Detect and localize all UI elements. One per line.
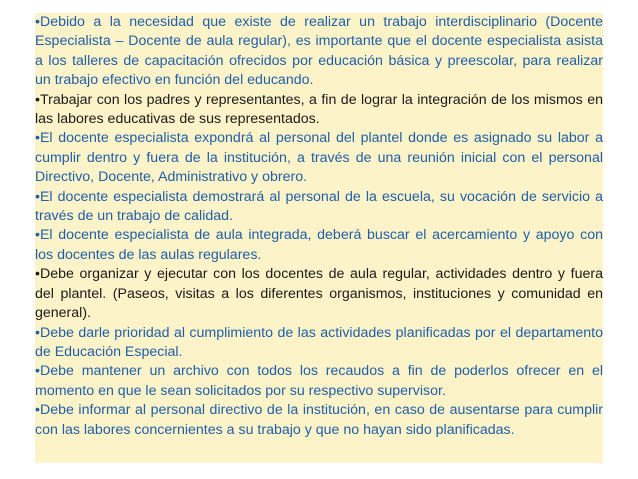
bullet-informar-ausencia: •Debe informar al personal directivo de la institución, en caso de ausentarse para cumplir con las labores concernientes a su trabajo y que no hayan sido planificadas.: [35, 402, 603, 438]
bullet-capacitacion: •Debido a la necesidad que existe de realizar un trabajo interdisciplinario (Docente Especialista – Docente de aula regular), es importante que el docente especialista asista a los talleres de capacitación ofrecidos por educación básica y preescolar, para realizar un trabajo efectivo en función del educando.: [35, 14, 603, 89]
bullet-archivo-recaudos: •Debe mantener un archivo con todos los recaudos a fin de poderlos ofrecer en el momento en que le sean solicitados por su respectivo supervisor.: [35, 363, 603, 399]
bullet-padres-representantes: •Trabajar con los padres y representantes, a fin de lograr la integración de los mismos en las labores educativas de sus representados.: [35, 91, 603, 128]
bullet-vocacion-servicio: •El docente especialista demostrará al personal de la escuela, su vocación de servicio a través de un trabajo de calidad.: [35, 188, 603, 225]
bullet-reunion-inicial: •El docente especialista expondrá al personal del plantel donde es asignado su labor a cumplir dentro y fuera de la institución, a través de una reunión inicial con el personal Directivo, Docente, Administrativo y obrero.: [35, 130, 603, 186]
bullet-acercamiento-docentes: •El docente especialista de aula integrada, deberá buscar el acercamiento y apoyo con los docentes de las aulas regulares.: [35, 227, 603, 263]
content-text-box: [35, 13, 603, 463]
bullet-organizar-actividades: •Debe organizar y ejecutar con los docentes de aula regular, actividades dentro y fuera del plantel. (Paseos, visitas a los diferentes organismos, instituciones y comunidad en general).: [35, 266, 603, 322]
bullet-prioridad-actividades: •Debe darle prioridad al cumplimiento de las actividades planificadas por el departamento de Educación Especial.: [35, 324, 603, 360]
